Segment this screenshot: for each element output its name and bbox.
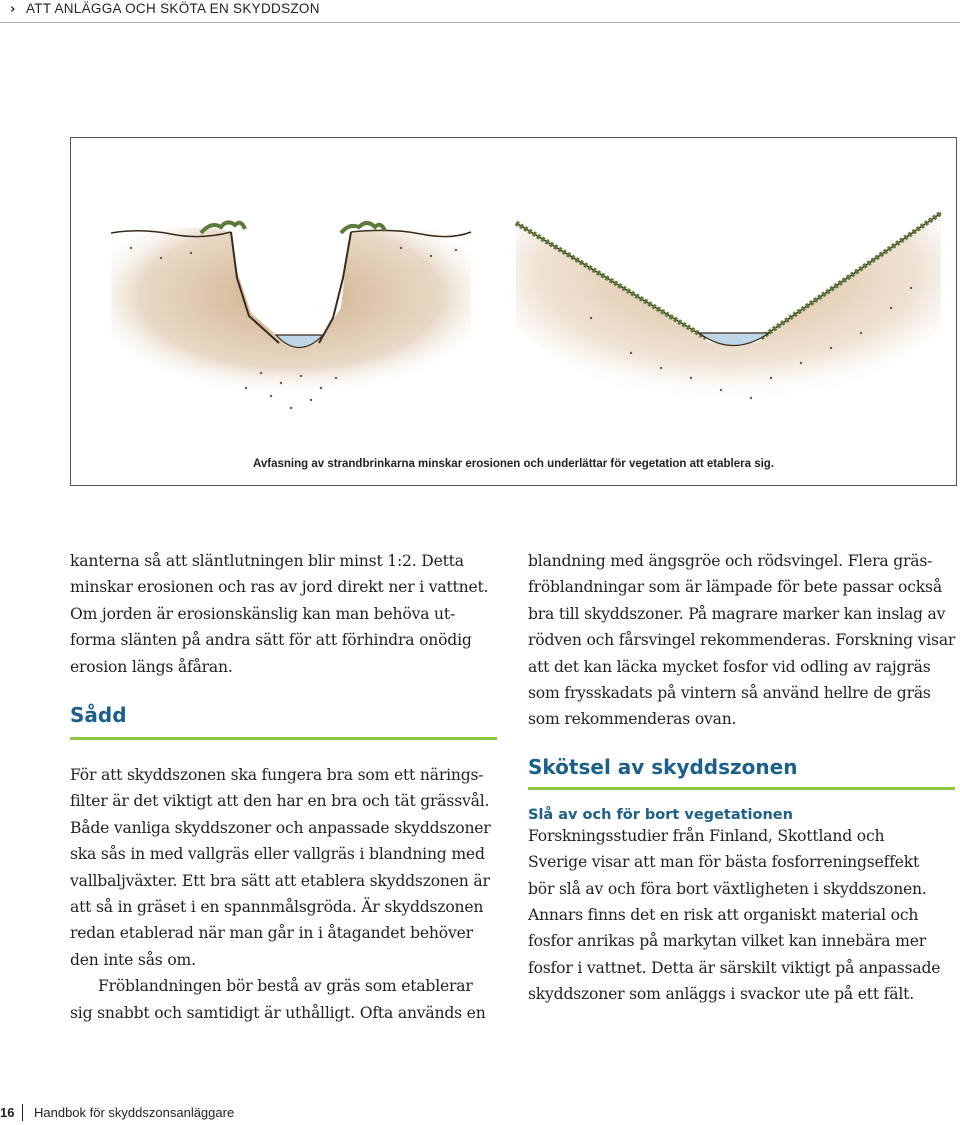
- text-line: fosfor i vattnet. Detta är särskilt viktigt på anpassade: [528, 958, 941, 977]
- text-line: redan etablerad när man går in i åtagandet behöver: [70, 924, 473, 943]
- text-line: skyddszoner som anläggs i svackor ute på ett fält.: [528, 985, 914, 1004]
- text-line: fröblandningar som är lämpade för bete passar också: [528, 578, 942, 597]
- left-column: [70, 548, 500, 1026]
- text-line: minskar erosionen och ras av jord direkt ner i vattnet.: [70, 578, 489, 597]
- right-column: [528, 548, 958, 1008]
- sloped-ditch-drawing: [516, 213, 941, 413]
- text-line: Forskningsstudier från Finland, Skottland och: [528, 826, 885, 845]
- left-intro: [70, 548, 500, 680]
- section-title: ATT ANLÄGGA OCH SKÖTA EN SKYDDSZON: [26, 1, 320, 16]
- text-line: den inte sås om.: [70, 950, 196, 969]
- text-line: rödven och fårsvingel rekommenderas. Forskning visar: [528, 631, 956, 650]
- book-title: Handbok för skyddszonsanläggare: [34, 1105, 235, 1120]
- ditch-illustration: [71, 138, 958, 487]
- footer-divider: [22, 1104, 23, 1121]
- subheading: Slå av och för bort vegetationen: [528, 806, 793, 823]
- text-line: vallbaljväxter. Ett bra sätt att etablera skyddszonen är: [70, 871, 490, 890]
- page-number: 16: [0, 1105, 15, 1120]
- text-line: att det kan läcka mycket fosfor vid odling av rajgräs: [528, 657, 931, 676]
- left-body: [70, 762, 500, 1026]
- text-line: blandning med ängsgröe och rödsvingel. Flera gräs-: [528, 552, 933, 570]
- text-line: Både vanliga skyddszoner och anpassade skyddszoner: [70, 818, 491, 837]
- right-intro: [528, 548, 958, 733]
- steep-ditch-drawing: [111, 222, 471, 409]
- header-rule: [0, 22, 960, 23]
- heading-sadd: Sådd: [70, 703, 127, 728]
- text-line: Fröblandningen bör bestå av gräs som etablerar: [98, 977, 473, 996]
- chevron-right-icon: ›: [10, 2, 16, 17]
- text-line: fosfor anrikas på markytan vilket kan innebära mer: [528, 932, 927, 951]
- text-line: som rekommenderas ovan.: [528, 710, 737, 729]
- text-line: som frysskadats på vintern så använd hellre de gräs: [528, 684, 931, 703]
- text-line: forma slänten på andra sätt för att förhindra onödig: [70, 631, 472, 650]
- text-line: Om jorden är erosionskänslig kan man behöva ut-: [70, 604, 456, 623]
- heading-skotsel: Skötsel av skyddszonen: [528, 754, 798, 779]
- text-line: ska sås in med vallgräs eller vallgräs i blandning med: [70, 845, 485, 864]
- text-line: Sverige visar att man för bästa fosforreningseffekt: [528, 853, 920, 872]
- running-header: [0, 0, 960, 26]
- text-line: erosion längs åfåran.: [70, 657, 233, 676]
- text-line: sig snabbt och samtidigt är uthålligt. Ofta används en: [70, 1003, 486, 1022]
- text-line: bra till skyddszoner. På magrare marker kan inslag av: [528, 604, 946, 623]
- figure: [70, 137, 957, 486]
- text-line: bör slå av och föra bort växtligheten i skyddszonen.: [528, 879, 927, 898]
- figure-caption: Avfasning av strandbrinkarna minskar erosionen och underlättar för vegetation att etablera sig.: [252, 458, 775, 470]
- text-line: att så in gräset i en spannmålsgröda. Är skyddszonen: [70, 898, 484, 917]
- text-line: Annars finns det en risk att organiskt material och: [528, 906, 919, 925]
- text-line: filter är det viktigt att den har en bra och tät grässvål.: [70, 792, 490, 811]
- text-line: För att skyddszonen ska fungera bra som ett närings-: [70, 766, 484, 785]
- text-line: kanterna så att släntlutningen blir minst 1:2. Detta: [70, 552, 464, 570]
- right-body: [528, 823, 958, 1008]
